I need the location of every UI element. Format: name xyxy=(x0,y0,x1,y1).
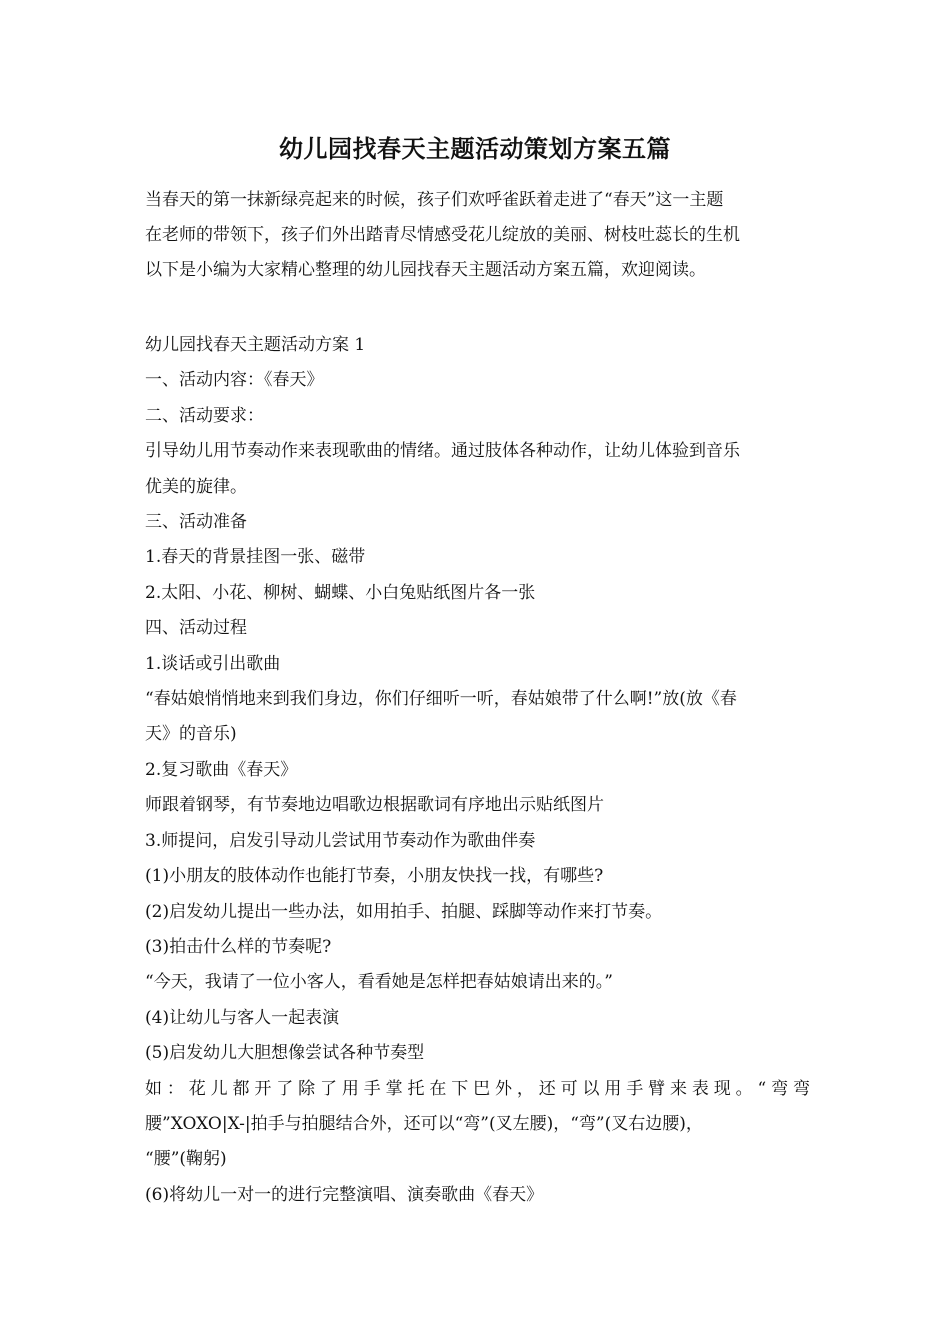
body-line: 2.复习歌曲《春天》 xyxy=(145,759,298,780)
intro-line: 在老师的带领下，孩子们外出踏青尽情感受花儿绽放的美丽、树枝吐蕊长的生机 xyxy=(145,225,740,245)
body-line: 天》的音乐) xyxy=(145,724,237,745)
body-line: (5)启发幼儿大胆想像尝试各种节奏型 xyxy=(145,1043,425,1064)
body-line: 三、活动准备 xyxy=(145,512,247,533)
body-line: 师跟着钢琴，有节奏地边唱歌边根据歌词有序地出示贴纸图片 xyxy=(145,795,604,816)
body-line: “今天，我请了一位小客人，看看她是怎样把春姑娘请出来的。” xyxy=(145,972,613,993)
document-body xyxy=(145,328,810,1213)
body-line: 优美的旋律。 xyxy=(145,476,247,497)
body-line: 腰”XOXO|X-|拍手与拍腿结合外，还可以“弯”(叉左腰)，“弯”(叉右边腰)， xyxy=(145,1113,703,1134)
body-line: (4)让幼儿与客人一起表演 xyxy=(145,1007,340,1028)
body-line: 2.太阳、小花、柳树、蝴蝶、小白兔贴纸图片各一张 xyxy=(145,582,536,603)
intro-line: 以下是小编为大家精心整理的幼儿园找春天主题活动方案五篇，欢迎阅读。 xyxy=(145,260,706,280)
body-line: 一、活动内容：《春天》 xyxy=(145,370,324,391)
intro-paragraph xyxy=(145,183,810,288)
body-line: 如：花儿都开了除了用手掌托在下巴外，还可以用手臂来表现。“弯弯 xyxy=(145,1078,810,1099)
body-line: (2)启发幼儿提出一些办法，如用拍手、拍腿、踩脚等动作来打节奏。 xyxy=(145,901,663,922)
body-line: 3.师提问，启发引导动儿尝试用节奏动作为歌曲伴奏 xyxy=(145,830,536,851)
body-line: 1.谈话或引出歌曲 xyxy=(145,653,281,674)
body-line: 四、活动过程 xyxy=(145,618,247,639)
body-line: “春姑娘悄悄地来到我们身边，你们仔细听一听，春姑娘带了什么啊!”放(放《春 xyxy=(145,689,737,710)
body-line: 1.春天的背景挂图一张、磁带 xyxy=(145,547,366,568)
body-line: (6)将幼儿一对一的进行完整演唱、演奏歌曲《春天》 xyxy=(145,1184,544,1205)
body-line: 引导幼儿用节奏动作来表现歌曲的情绪。通过肢体各种动作，让幼儿体验到音乐 xyxy=(145,441,740,462)
body-line: (1)小朋友的肢体动作也能打节奏，小朋友快找一找，有哪些? xyxy=(145,866,604,887)
document-title: 幼儿园找春天主题活动策划方案五篇 xyxy=(279,134,671,163)
body-line: “腰”(鞠躬) xyxy=(145,1149,227,1170)
section-heading: 幼儿园找春天主题活动方案 1 xyxy=(145,335,366,355)
body-line: 二、活动要求： xyxy=(145,405,264,426)
intro-line: 当春天的第一抹新绿亮起来的时候，孩子们欢呼雀跃着走进了“春天”这一主题 xyxy=(145,190,724,210)
body-line: (3)拍击什么样的节奏呢? xyxy=(145,936,332,957)
